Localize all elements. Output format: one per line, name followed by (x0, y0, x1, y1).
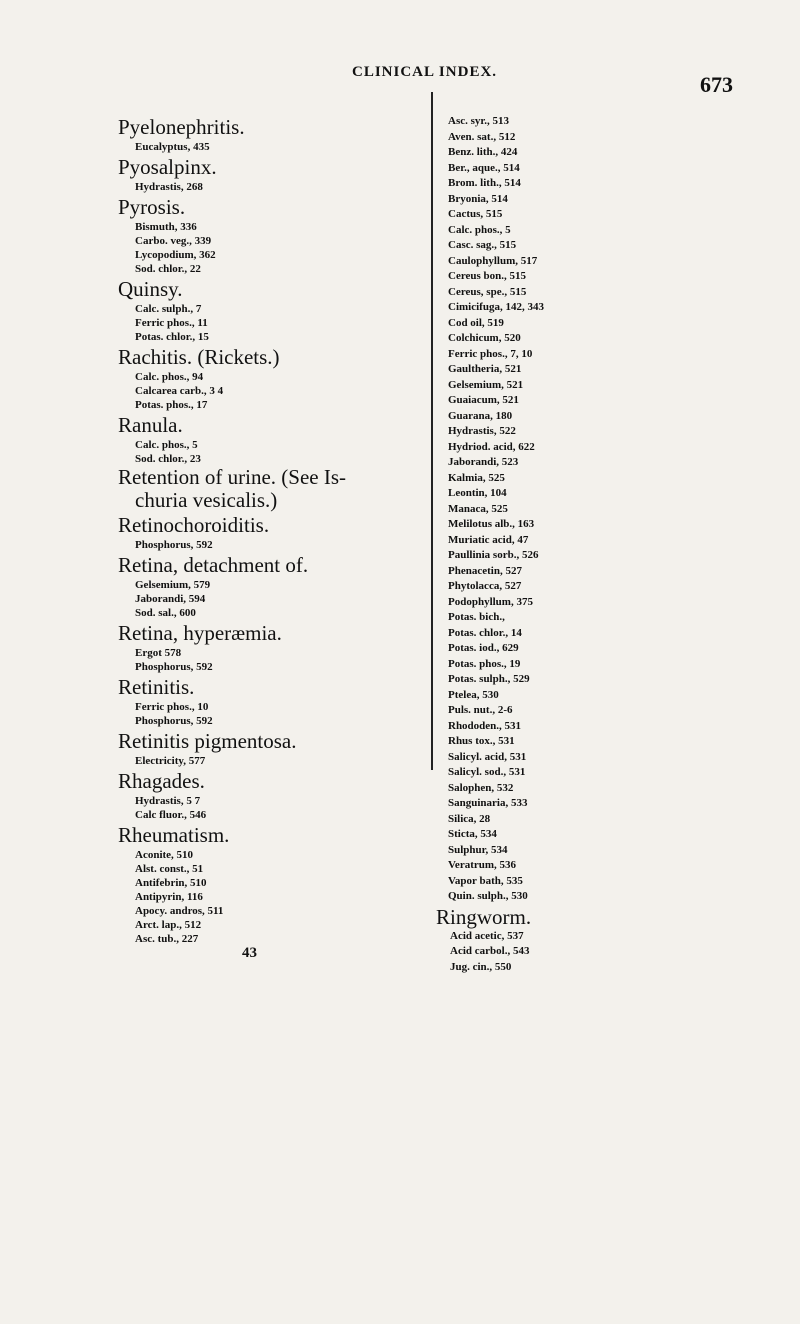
index-subentry: Bismuth, 336 (135, 221, 197, 233)
index-subentry: Veratrum, 536 (448, 859, 517, 871)
page-header (0, 62, 800, 106)
index-subentry: Aconite, 510 (135, 849, 194, 861)
index-subentry: Salicyl. acid, 531 (448, 750, 527, 763)
index-subentry: Ferric phos., 11 (135, 317, 208, 329)
index-subentry: Ptelea, 530 (448, 688, 499, 701)
index-subentry: Guarana, 180 (448, 409, 513, 422)
index-heading: Pyosalpinx. (118, 155, 217, 179)
index-subentry: Aven. sat., 512 (448, 130, 516, 143)
index-subentry: Salophen, 532 (448, 781, 514, 794)
index-subentry: Acid acetic, 537 (450, 929, 524, 942)
index-subentry: Calcarea carb., 3 4 (135, 385, 224, 397)
index-subentry: Ferric phos., 10 (135, 701, 209, 713)
index-subentry: Leontin, 104 (448, 487, 507, 499)
index-subentry: Antipyrin, 116 (135, 891, 203, 903)
index-subentry: Sod. chlor., 22 (135, 263, 201, 275)
index-subentry: Calc. sulph., 7 (135, 303, 202, 315)
index-subentry: Paullinia sorb., 526 (448, 549, 539, 561)
index-entry (118, 552, 418, 620)
index-subentry: Calc. phos., 5 (135, 439, 198, 451)
index-heading: Pyelonephritis. (118, 115, 245, 139)
index-subentry: Potas. chlor., 15 (135, 331, 209, 343)
index-subentry: Colchicum, 520 (448, 332, 521, 344)
index-subentry: Eucalyptus, 435 (135, 141, 210, 153)
index-entry (118, 154, 418, 194)
index-subentry: Sanguinaria, 533 (448, 797, 528, 809)
index-subentry: Carbo. veg., 339 (135, 235, 212, 247)
index-subentry: Asc. syr., 513 (448, 115, 510, 127)
index-subentry: Phytolacca, 527 (448, 580, 522, 592)
index-subentry: Puls. nut., 2-6 (448, 704, 513, 716)
index-subentry: Benz. lith., 424 (448, 146, 518, 158)
index-subentry: Acid carbol., 543 (450, 945, 530, 957)
index-heading: Ringworm. (436, 904, 532, 929)
index-subentry: Potas. phos., 19 (448, 657, 521, 670)
index-subentry: Jug. cin., 550 (450, 960, 512, 973)
index-subentry: Hydrastis, 522 (448, 425, 516, 437)
index-subentry: Arct. lap., 512 (135, 919, 202, 931)
index-subentry: Podophyllum, 375 (448, 595, 533, 608)
index-subentry: Phosphorus, 592 (135, 539, 213, 551)
index-subentry: Potas. sulph., 529 (448, 673, 530, 685)
index-entry (118, 728, 418, 768)
index-heading: Rhagades. (118, 769, 205, 793)
index-subentry: Antifebrin, 510 (135, 877, 207, 889)
index-subentry: Potas. phos., 17 (135, 399, 208, 411)
index-subentry: Brom. lith., 514 (448, 177, 521, 189)
index-heading (118, 466, 418, 512)
index-subentry: Caulophyllum, 517 (448, 254, 538, 267)
index-subentry: Gaultheria, 521 (448, 363, 522, 375)
index-subentry: Quin. sulph., 530 (448, 890, 528, 902)
index-subentry: Salicyl. sod., 531 (448, 766, 526, 778)
index-subentry: Asc. tub., 227 (135, 933, 199, 945)
index-subentry: Rhus tox., 531 (448, 735, 515, 747)
index-entry (118, 114, 418, 154)
index-subentry: Guaiacum, 521 (448, 394, 519, 406)
index-subentry: Ergot 578 (135, 647, 182, 659)
index-entry (118, 674, 418, 728)
index-subentry: Calc fluor., 546 (135, 809, 207, 821)
index-subentry: Phosphorus, 592 (135, 715, 213, 727)
left-column (118, 114, 418, 960)
index-subentry: Cereus, spe., 515 (448, 285, 527, 298)
index-subentry: Sticta, 534 (448, 828, 497, 840)
index-entry (118, 822, 418, 946)
index-subentry: Sulphur, 534 (448, 843, 508, 856)
index-heading: Pyrosis. (118, 195, 186, 219)
index-heading: Retina, detachment of. (118, 553, 309, 577)
index-subentry: Muriatic acid, 47 (448, 533, 529, 546)
index-heading: Retinitis pigmentosa. (118, 729, 297, 753)
index-subentry: Manaca, 525 (448, 502, 508, 515)
index-subentry: Potas. bich., (448, 611, 505, 623)
index-subentry: Jaborandi, 523 (448, 456, 519, 468)
index-subentry: Hydriod. acid, 622 (448, 440, 535, 453)
index-subentry: Phenacetin, 527 (448, 564, 522, 577)
index-subentry: Cimicifuga, 142, 343 (448, 301, 544, 313)
index-entry (118, 466, 418, 512)
index-subentry: Rhododen., 531 (448, 719, 522, 732)
index-heading: Rachitis. (Rickets.) (118, 345, 280, 369)
index-heading: Retinitis. (118, 675, 195, 699)
index-subentry: Kalmia, 525 (448, 471, 505, 484)
index-subentry: Calc. phos., 5 (448, 223, 511, 236)
page-number: 673 (700, 72, 733, 97)
index-subentry: Apocy. andros, 511 (135, 905, 224, 917)
index-entry (118, 344, 418, 412)
index-heading: Ranula. (118, 413, 183, 437)
index-entry (118, 768, 418, 822)
index-heading: Quinsy. (118, 277, 183, 301)
index-subentry: Electricity, 577 (135, 755, 206, 767)
index-subentry: Jaborandi, 594 (135, 593, 206, 605)
index-subentry: Potas. chlor., 14 (448, 626, 522, 639)
index-entry (118, 620, 418, 674)
index-subentry: Potas. iod., 629 (448, 642, 519, 654)
index-heading: Retina, hyperæmia. (118, 621, 282, 645)
index-subentry: Melilotus alb., 163 (448, 518, 535, 530)
index-subentry: Gelsemium, 521 (448, 378, 524, 391)
index-subentry: Ferric phos., 7, 10 (448, 347, 533, 360)
index-heading-text: Retention of urine. (See Is- (118, 465, 347, 489)
index-subentry: Sod. chlor., 23 (135, 453, 201, 465)
index-subentry: Alst. const., 51 (135, 863, 204, 875)
index-subentry: Silica, 28 (448, 812, 491, 825)
index-subentry: Hydrastis, 5 7 (135, 795, 201, 807)
index-subentry: Lycopodium, 362 (135, 249, 216, 261)
right-column (436, 114, 668, 975)
index-subentry: Calc. phos., 94 (135, 371, 204, 383)
index-subentry: Casc. sag., 515 (448, 239, 517, 251)
running-head: CLINICAL INDEX. (352, 64, 498, 80)
index-entry (118, 194, 418, 276)
index-subentry: Hydrastis, 268 (135, 181, 203, 193)
index-subentry: Sod. sal., 600 (135, 607, 196, 619)
index-subentry: Cod oil, 519 (448, 316, 504, 329)
index-subentry: Gelsemium, 579 (135, 579, 211, 591)
index-heading-continuation: churia vesicalis.) (135, 488, 278, 512)
index-entry (118, 512, 418, 552)
index-heading: Rheumatism. (118, 823, 230, 847)
index-subentry: Vapor bath, 535 (448, 874, 523, 887)
index-subentry: Cereus bon., 515 (448, 270, 527, 282)
index-subentry: Bryonia, 514 (448, 192, 508, 205)
index-subentry: Ber., aque., 514 (448, 161, 520, 174)
index-subentry: Cactus, 515 (448, 208, 503, 220)
index-entry (118, 412, 418, 466)
index-heading: Retinochoroiditis. (118, 513, 270, 537)
column-divider (431, 92, 433, 770)
index-subentry: Phosphorus, 592 (135, 661, 213, 673)
left-footer-number: 43 (242, 945, 257, 961)
index-entry (118, 276, 418, 344)
